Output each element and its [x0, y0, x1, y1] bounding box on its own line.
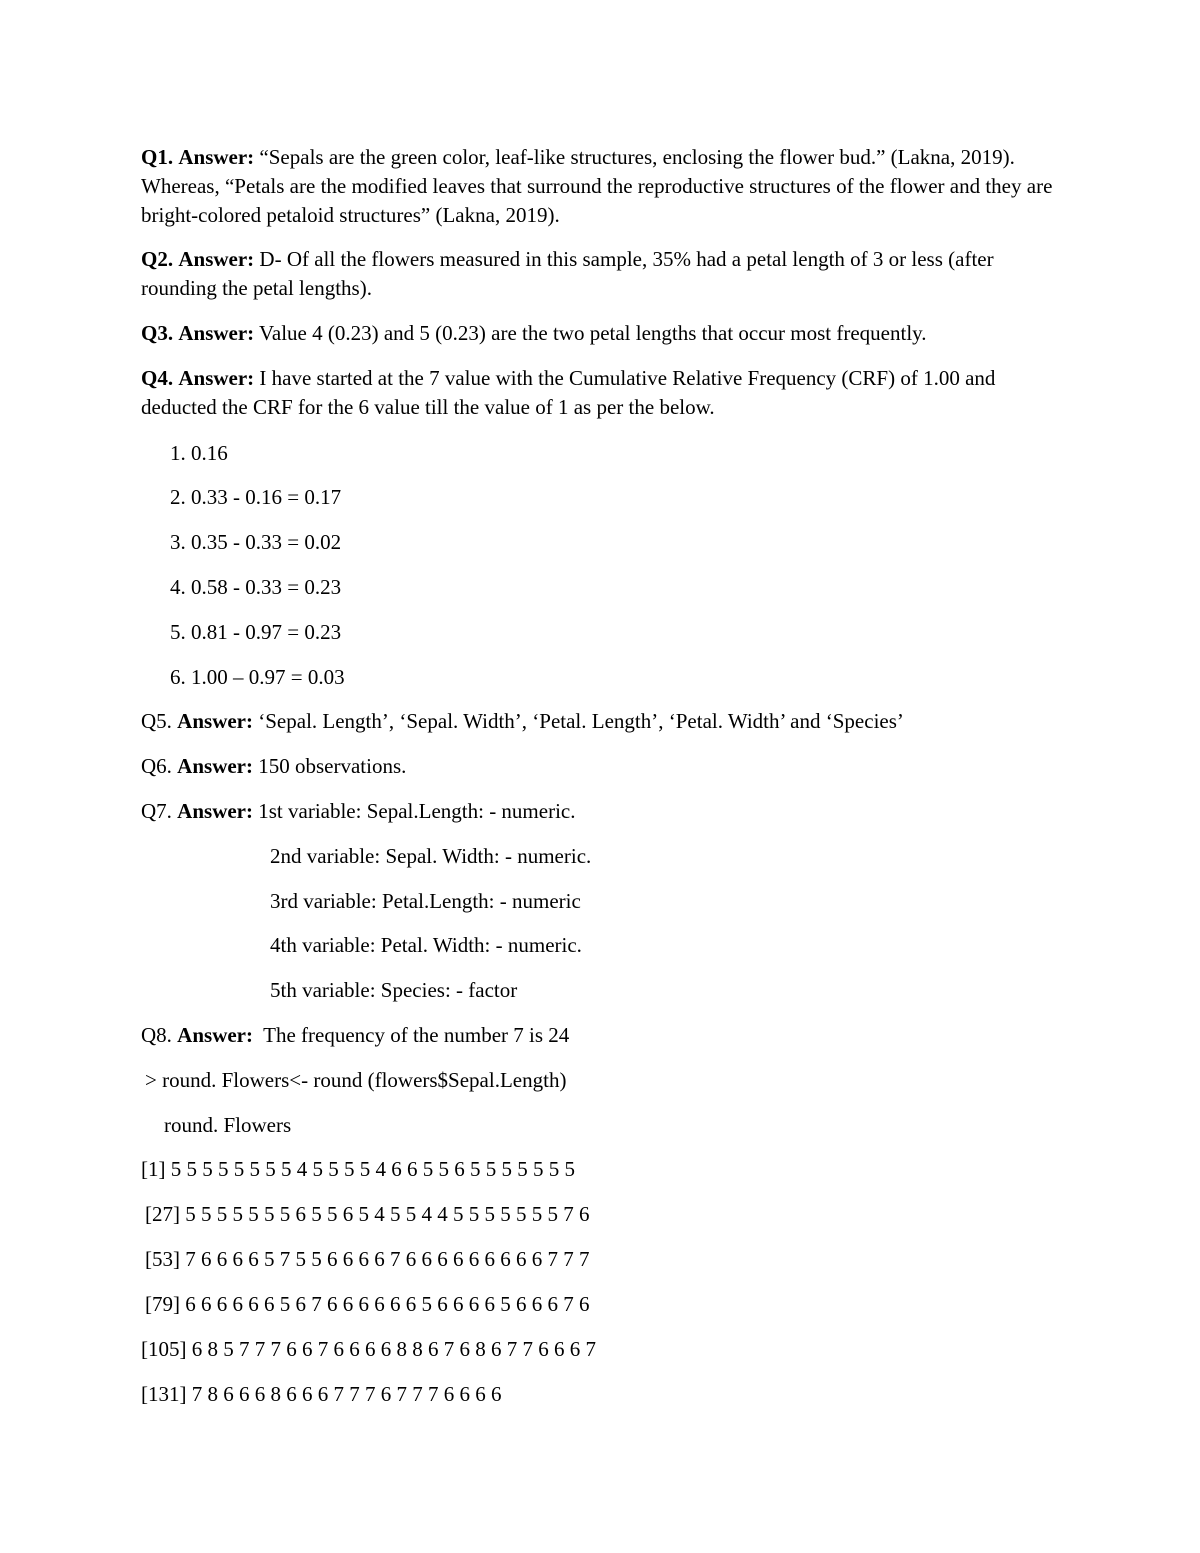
q1-label: Q1. — [141, 145, 174, 169]
q6-text: 150 observations. — [253, 754, 407, 778]
q4-list-item: 4. 0.58 - 0.33 = 0.23 — [170, 575, 342, 599]
q8-code-line: round. Flowers — [164, 1113, 292, 1137]
q2-answer-word: Answer: — [178, 247, 255, 271]
q8-output-line: [105] 6 8 5 7 7 7 6 6 7 6 6 6 6 8 8 6 7 6 8 6 7 7 6 6 6 7 — [141, 1337, 596, 1361]
q7-variable-line: 4th variable: Petal. Width: - numeric. — [270, 933, 582, 957]
q8-output-line: [131] 7 8 6 6 6 8 6 6 6 7 7 7 6 7 7 7 6 6 6 6 — [141, 1382, 502, 1406]
q4-list-item: 2. 0.33 - 0.16 = 0.17 — [170, 485, 342, 509]
q8-output-line: [53] 7 6 6 6 6 5 7 5 5 6 6 6 6 7 6 6 6 6 6 6 6 6 6 7 7 7 — [145, 1247, 590, 1271]
q6-answer-word: Answer: — [177, 754, 253, 778]
q6-label: Q6. — [141, 754, 172, 778]
q4-text: I have started at the 7 value with the Cumulative Relative Frequency (CRF) of 1.00 and deducted the CRF for the 6 value till the value of 1 as per the below. — [141, 366, 996, 419]
q7-variable-line: 3rd variable: Petal.Length: - numeric — [270, 889, 581, 913]
q4-answer-word: Answer: — [178, 366, 255, 390]
q7-first-variable: 1st variable: Sepal.Length: - numeric. — [253, 799, 576, 823]
q2-text: D- Of all the flowers measured in this sample, 35% had a petal length of 3 or less (after rounding the petal lengths). — [141, 247, 994, 300]
q8-output-line: [1] 5 5 5 5 5 5 5 5 4 5 5 5 5 4 6 6 5 5 6 5 5 5 5 5 5 5 — [141, 1157, 575, 1181]
q2-label: Q2. — [141, 247, 174, 271]
q3-label: Q3. — [141, 321, 174, 345]
q8-label: Q8. — [141, 1023, 172, 1047]
q8-paragraph — [141, 1021, 569, 1050]
q7-variable-line: 2nd variable: Sepal. Width: - numeric. — [270, 844, 592, 868]
q4-list-item: 6. 1.00 – 0.97 = 0.03 — [170, 665, 345, 689]
q7-paragraph — [141, 797, 576, 826]
q7-variable-line: 5th variable: Species: - factor — [270, 978, 518, 1002]
q8-output-line: [27] 5 5 5 5 5 5 5 6 5 5 6 5 4 5 5 4 4 5 5 5 5 5 5 5 7 6 — [145, 1202, 590, 1226]
q8-output-line: [79] 6 6 6 6 6 6 5 6 7 6 6 6 6 6 6 5 6 6 6 6 5 6 6 6 7 6 — [145, 1292, 590, 1316]
q4-list-item: 3. 0.35 - 0.33 = 0.02 — [170, 530, 342, 554]
q4-list-item: 1. 0.16 — [170, 441, 228, 465]
q8-code-line: > round. Flowers<- round (flowers$Sepal.Length) — [145, 1068, 567, 1092]
q7-label: Q7. — [141, 799, 172, 823]
q6-paragraph — [141, 752, 406, 781]
q4-list-item: 5. 0.81 - 0.97 = 0.23 — [170, 620, 342, 644]
q2-paragraph — [141, 245, 1071, 303]
q8-text: The frequency of the number 7 is 24 — [253, 1023, 570, 1047]
q5-text: ‘Sepal. Length’, ‘Sepal. Width’, ‘Petal. Length’, ‘Petal. Width’ and ‘Species’ — [253, 709, 904, 733]
q1-answer-word: Answer: — [178, 145, 255, 169]
q8-answer-word: Answer: — [177, 1023, 253, 1047]
q1-text: “Sepals are the green color, leaf-like structures, enclosing the flower bud.” (Lakna, 2019). Whereas, “Petals are the modified leaves that surround the reproductive structures of the flower and they are bright-colored petaloid structures” (Lakna, 2019). — [141, 145, 1053, 227]
q3-text: Value 4 (0.23) and 5 (0.23) are the two petal lengths that occur most frequently. — [254, 321, 927, 345]
q3-paragraph — [141, 319, 1071, 348]
q7-answer-word: Answer: — [177, 799, 253, 823]
q3-answer-word: Answer: — [178, 321, 255, 345]
q1-paragraph — [141, 143, 1071, 230]
q5-paragraph — [141, 707, 904, 736]
q5-answer-word: Answer: — [177, 709, 253, 733]
q5-label: Q5. — [141, 709, 172, 733]
q4-label: Q4. — [141, 366, 174, 390]
q4-paragraph — [141, 364, 1071, 422]
